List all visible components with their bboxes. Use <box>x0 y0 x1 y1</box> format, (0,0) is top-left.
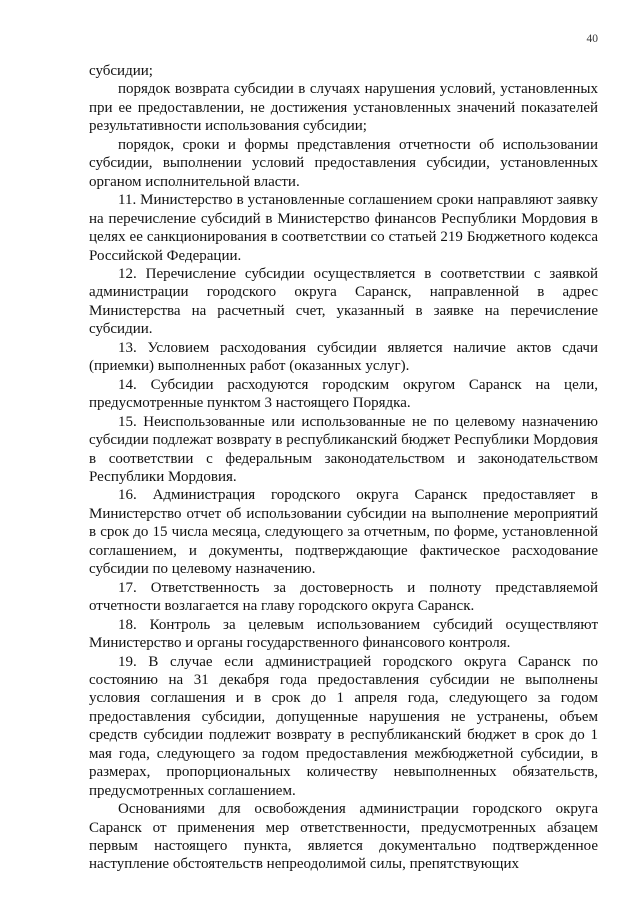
paragraph-item-18: 18. Контроль за целевым использованием субсидий осуществляют Министерство и органы государственного финансового контроля. <box>89 616 598 652</box>
document-body <box>89 62 598 874</box>
paragraph-item-12: 12. Перечисление субсидии осуществляется в соответствии с заявкой администрации городского округа Саранск, направленной в адрес Министерства на расчетный счет, указанный в заявке на перечисление субсидии. <box>89 265 598 338</box>
paragraph-item-11: 11. Министерство в установленные соглашением сроки направляют заявку на перечисление субсидий в Министерство финансов Республики Мордовия в целях ее санкционирования в соответствии со статьей 219 Бюджетного кодекса Российской Федерации. <box>89 192 598 264</box>
paragraph-item-17: 17. Ответственность за достоверность и полноту представляемой отчетности возлагается на главу городского округа Саранск. <box>89 579 598 615</box>
page-number: 40 <box>586 33 598 45</box>
paragraph-item-16: 16. Администрация городского округа Саранск предоставляет в Министерство отчет об использовании субсидии на выполнение мероприятий в срок до 15 числа месяца, следующего за отчетным, по форме, установленной соглашением, и документы, подтверждающие фактическое расходование субсидии по целевому назначению. <box>89 487 598 578</box>
paragraph: порядок возврата субсидии в случаях нарушения условий, установленных при ее предоставлении, не достижения установленных значений показателей результативности использования субсидии; <box>89 81 598 135</box>
paragraph-item-13: 13. Условием расходования субсидии является наличие актов сдачи (приемки) выполненных работ (оказанных услуг). <box>89 339 598 375</box>
paragraph: порядок, сроки и формы представления отчетности об использовании субсидии, выполнении условий предоставления субсидии, установленных органом исполнительной власти. <box>89 136 598 190</box>
paragraph-item-19: 19. В случае если администрацией городского округа Саранск по состоянию на 31 декабря года предоставления субсидии не выполнены условия соглашения и в срок до 1 апреля года, следующего за годом предоставления субсидии, допущенные нарушения не устранены, объем средств субсидии подлежит возврату в республиканский бюджет в срок до 1 мая года, следующего за годом предоставления межбюджетной субсидии, в размерах, пропорциональных количеству невыполненных обязательств, предусмотренных соглашением. <box>89 653 598 799</box>
paragraph: субсидии; <box>89 63 153 79</box>
paragraph: Основаниями для освобождения администрации городского округа Саранск от применения мер ответственности, предусмотренных абзацем первым настоящего пункта, является документально подтвержденное наступление обстоятельств непреодолимой силы, препятствующих <box>89 801 598 873</box>
paragraph-item-15: 15. Неиспользованные или использованные не по целевому назначению субсидии подлежат возврату в республиканский бюджет Республики Мордовия в соответствии с федеральным законодательством и законодательством Республики Мордовия. <box>89 413 598 485</box>
paragraph-item-14: 14. Субсидии расходуются городским округом Саранск на цели, предусмотренные пунктом 3 настоящего Порядка. <box>89 376 598 412</box>
